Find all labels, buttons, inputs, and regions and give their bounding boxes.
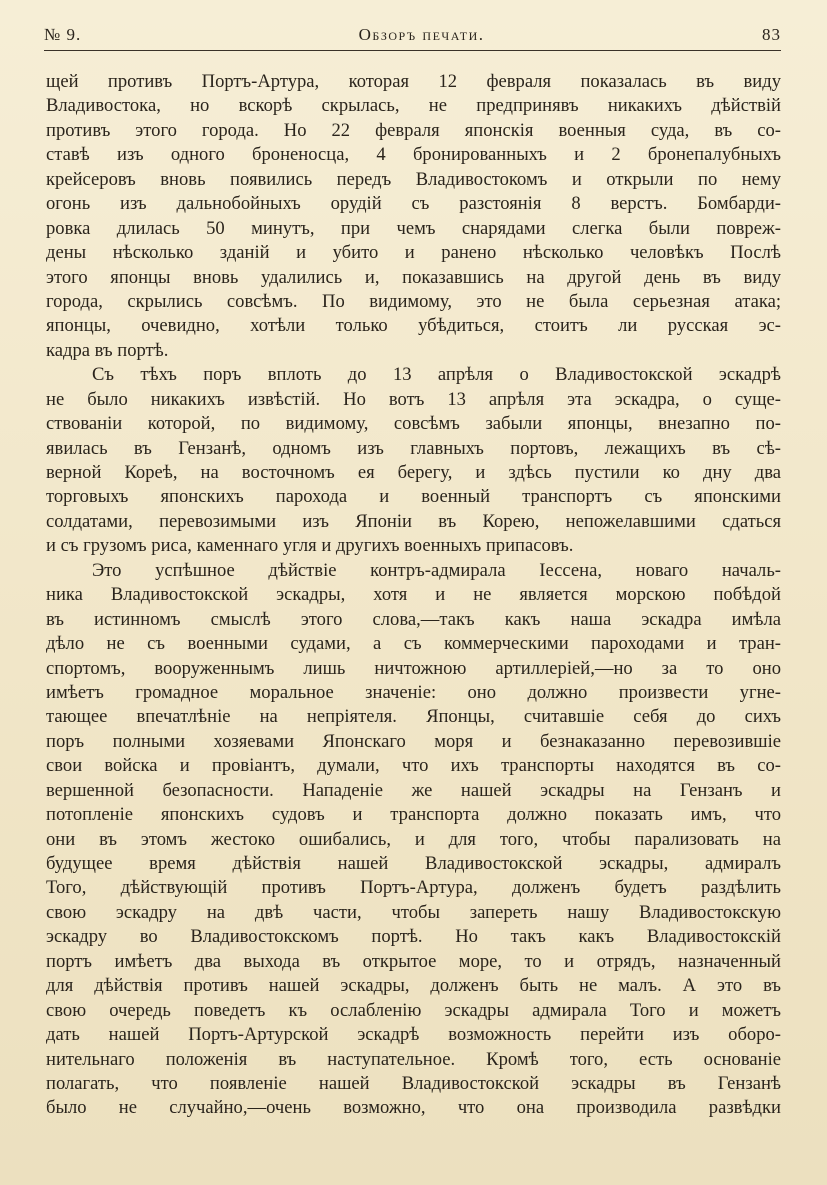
text-line: свою очередь поведетъ къ ослабленію эскадры адмирала Того и можетъ <box>46 999 781 1021</box>
text-line: нительнаго положенія въ наступательное. Кромѣ того, есть основаніе <box>46 1048 781 1070</box>
text-line: было не случайно,—очень возможно, что она производила развѣдки <box>46 1097 781 1119</box>
running-header <box>44 20 781 50</box>
text-line: эскадру во Владивостокскомъ портѣ. Но такъ какъ Владивостокскій <box>46 926 781 948</box>
text-line: спортомъ, вооруженнымъ лишь ничтожною артиллеріей,—но за то оно <box>46 657 781 679</box>
header-rule <box>44 50 781 51</box>
text-line: щей противъ Портъ-Артура, которая 12 февраля показалась въ виду <box>46 71 781 92</box>
text-line: свои войска и провіантъ, думали, что ихъ транспорты находятся въ со- <box>46 755 781 777</box>
text-line: ставѣ изъ одного броненосца, 4 бронированныхъ и 2 бронепалубныхъ <box>46 144 781 166</box>
text-line: дѣло не съ военными судами, а съ коммерческими пароходами и тран- <box>46 633 781 655</box>
text-line: кадра въ портѣ. <box>46 339 169 361</box>
text-line: и съ грузомъ риса, каменнаго угля и другихъ военныхъ припасовъ. <box>46 535 574 557</box>
section-title: Обзоръ печати. <box>358 25 485 44</box>
text-line: не было никакихъ извѣстій. Но вотъ 13 апрѣля эта эскадра, о суще- <box>46 388 781 410</box>
text-line: ствованіи которой, по видимому, совсѣмъ забыли японцы, внезапно по- <box>46 413 781 435</box>
text-line: огонь изъ дальнобойныхъ орудій съ разстоянія 8 верстъ. Бомбарди- <box>46 193 781 215</box>
text-line: тающее впечатлѣніе на непріятеля. Японцы, считавшіе себя до сихъ <box>46 706 781 728</box>
text-line: полагать, что появленіе нашей Владивостокской эскадры въ Гензанѣ <box>46 1072 781 1094</box>
text-line: японцы, очевидно, хотѣли только убѣдиться, стоитъ ли русская эс- <box>46 315 781 337</box>
text-line: противъ этого города. Но 22 февраля японскія военныя суда, въ со- <box>46 119 781 141</box>
issue-number: № 9. <box>44 25 82 44</box>
text-line: вершенной безопасности. Нападеніе же нашей эскадры на Гензанъ и <box>46 779 781 801</box>
text-line: солдатами, перевозимыми изъ Японіи въ Корею, непожелавшими сдаться <box>46 510 781 532</box>
text-line: города, скрылись совсѣмъ. По видимому, это не была серьезная атака; <box>46 290 781 312</box>
text-line: крейсеровъ вновь появились передъ Владивостокомъ и открыли по нему <box>46 168 781 190</box>
text-line: имѣетъ громадное моральное значеніе: оно должно произвести угне- <box>46 681 781 703</box>
text-line: дать нашей Портъ-Артурской эскадрѣ возможность перейти изъ оборо- <box>46 1024 781 1046</box>
text-line: явилась въ Гензанѣ, одномъ изъ главныхъ портовъ, лежащихъ въ сѣ- <box>46 437 781 459</box>
page-number: 83 <box>761 25 781 44</box>
text-line: портъ имѣетъ два выхода въ открытое море, то и отрядъ, назначенный <box>46 950 781 972</box>
text-line: дены нѣсколько зданій и убито и ранено нѣсколько человѣкъ Послѣ <box>46 242 781 264</box>
text-line: для дѣйствія противъ нашей эскадры, долженъ быть не малъ. А это въ <box>46 975 781 997</box>
text-line: въ истинномъ смыслѣ этого слова,—такъ какъ наша эскадра имѣла <box>46 608 781 630</box>
text-line: поръ полными хозяевами Японскаго моря и безнаказанно перевозившіе <box>46 730 781 752</box>
text-line: потопленіе японскихъ судовъ и транспорта должно показать имъ, что <box>46 804 781 826</box>
text-line: торговыхъ японскихъ парохода и военный транспортъ съ японскими <box>46 486 781 508</box>
article-body <box>46 70 781 1121</box>
text-line: свою эскадру на двѣ части, чтобы запереть нашу Владивостокскую <box>46 901 781 923</box>
text-line: будущее время дѣйствія нашей Владивостокской эскадры, адмиралъ <box>46 853 781 874</box>
text-line: Владивостока, но вскорѣ скрылась, не предпринявъ никакихъ дѣйствій <box>46 95 781 117</box>
text-line: ровка длилась 50 минутъ, при чемъ снарядами слегка были повреж- <box>46 217 781 239</box>
text-line: ника Владивостокской эскадры, хотя и не является морскою побѣдой <box>46 584 781 606</box>
text-line: Того, дѣйствующій противъ Портъ-Артура, долженъ будетъ раздѣлить <box>46 877 781 899</box>
text-line: Это успѣшное дѣйствіе контръ-адмирала Іессена, новаго началь- <box>92 559 781 581</box>
text-line: верной Кореѣ, на восточномъ ея берегу, и здѣсь пустили ко дну два <box>46 462 781 483</box>
text-line: Съ тѣхъ поръ вплоть до 13 апрѣля о Владивостокской эскадрѣ <box>92 364 781 386</box>
text-line: они въ этомъ жестоко ошибались, и для того, чтобы парализовать на <box>46 828 781 850</box>
text-line: этого японцы вновь удалились и, показавшись на другой день въ виду <box>46 266 781 288</box>
